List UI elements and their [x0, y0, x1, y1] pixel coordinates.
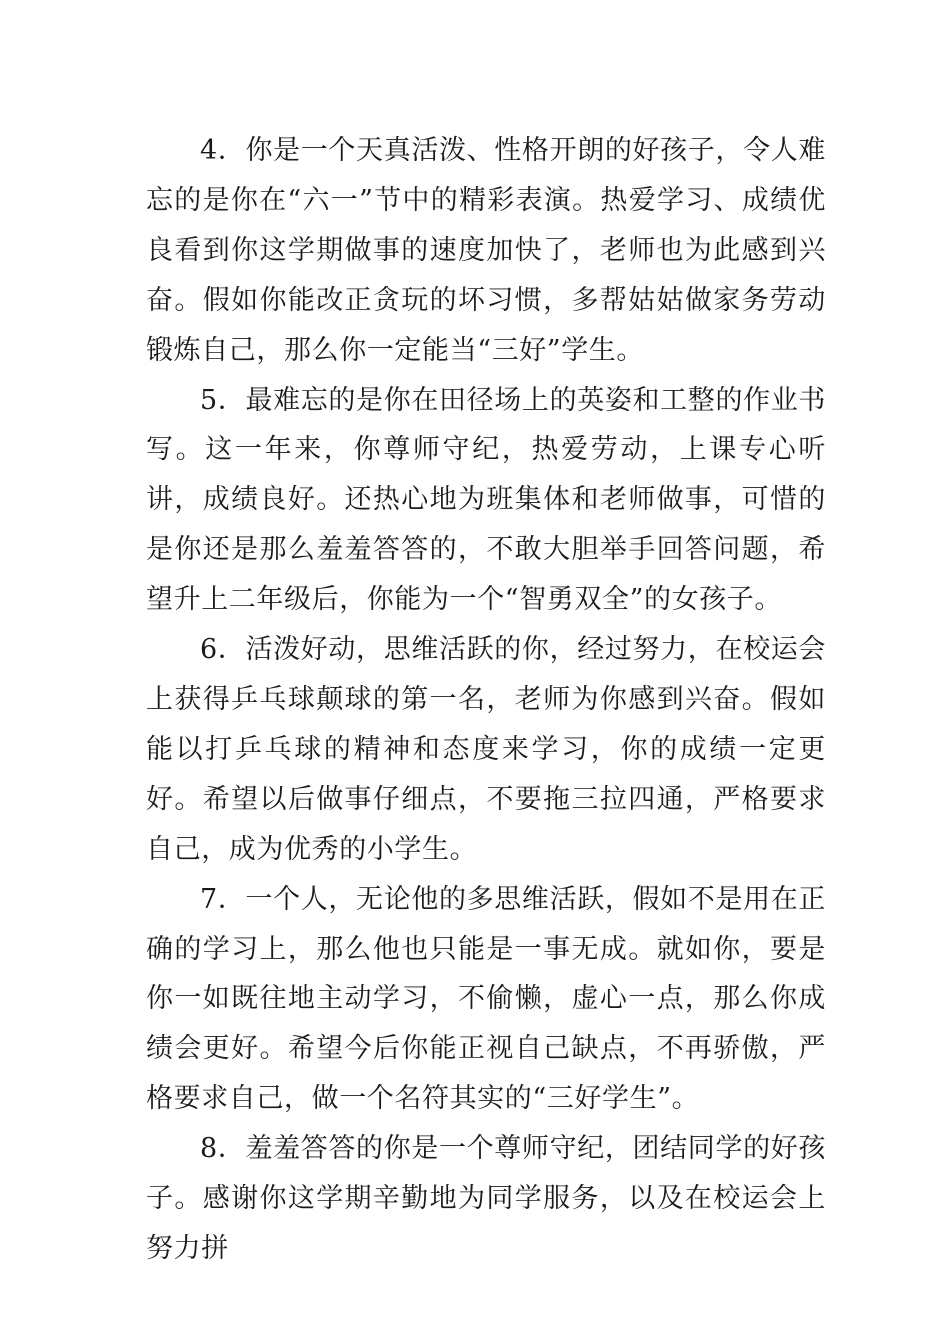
- comment-paragraph-7: 7．一个人，无论他的多思维活跃，假如不是用在正确的学习上，那么他也只能是一事无成。就如你，要是你一如既往地主动学习，不偷懒，虚心一点，那么你成绩会更好。希望今后你能正视自己缺点，不再骄傲，严格要求自己，做一个名符其实的“三好学生”。: [146, 883, 826, 1115]
- document-body: [146, 126, 826, 1274]
- comment-paragraph-8: 8．羞羞答答的你是一个尊师守纪，团结同学的好孩子。感谢你这学期辛勤地为同学服务，以及在校运会上努力拼: [146, 1133, 826, 1264]
- comment-paragraph-6: 6．活泼好动，思维活跃的你，经过努力，在校运会上获得乒乓球颠球的第一名，老师为你感到兴奋。假如能以打乒乓球的精神和态度来学习，你的成绩一定更好。希望以后做事仔细点，不要拖三拉四通，严格要求自己，成为优秀的小学生。: [146, 634, 826, 865]
- comment-paragraph-4: 4．你是一个天真活泼、性格开朗的好孩子，令人难忘的是你在“六一”节中的精彩表演。热爱学习、成绩优良看到你这学期做事的速度加快了，老师也为此感到兴奋。假如你能改正贪玩的坏习惯，多帮姑姑做家务劳动锻炼自己，那么你一定能当“三好”学生。: [146, 135, 826, 366]
- comment-paragraph-5: 5．最难忘的是你在田径场上的英姿和工整的作业书写。这一年来，你尊师守纪，热爱劳动，上课专心听讲，成绩良好。还热心地为班集体和老师做事，可惜的是你还是那么羞羞答答的，不敢大胆举手回答问题，希望升上二年级后，你能为一个“智勇双全”的女孩子。: [146, 384, 826, 616]
